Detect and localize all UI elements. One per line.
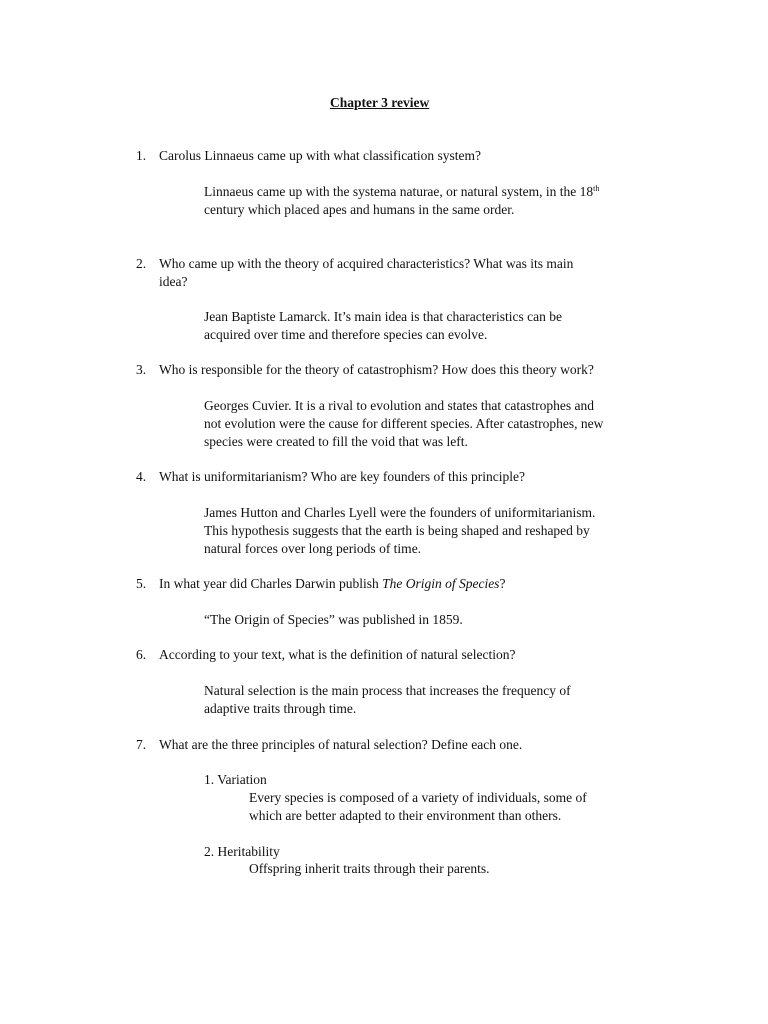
question-number: 7.: [136, 737, 147, 752]
answer-text: century which placed apes and humans in the same order.: [204, 202, 515, 217]
question-text: Who came up with the theory of acquired characteristics? What was its main: [159, 256, 574, 271]
question-text: According to your text, what is the definition of natural selection?: [159, 647, 516, 662]
question-text: What is uniformitarianism? Who are key founders of this principle?: [159, 469, 526, 484]
question-text: idea?: [159, 274, 188, 289]
answer-text: James Hutton and Charles Lyell were the founders of uniformitarianism.: [204, 505, 596, 520]
question-text: Carolus Linnaeus came up with what classification system?: [159, 148, 482, 163]
answer-text: Natural selection is the main process that increases the frequency of: [204, 683, 571, 698]
principle-definition: Offspring inherit traits through their parents.: [249, 861, 490, 876]
question-number: 1.: [136, 148, 147, 163]
superscript: th: [593, 184, 600, 193]
question-text: In what year did Charles Darwin publish The Origin of Species?: [159, 576, 506, 591]
answer-text: Linnaeus came up with the systema naturae, or natural system, in the 18th: [204, 184, 600, 199]
question-number: 2.: [136, 256, 147, 271]
page-title: Chapter 3 review: [330, 95, 430, 110]
principle-definition: Every species is composed of a variety of individuals, some of: [249, 790, 587, 805]
answer-text: not evolution were the cause for different species. After catastrophes, new: [204, 416, 604, 431]
principle-label: 1. Variation: [204, 772, 267, 787]
answer-text: Georges Cuvier. It is a rival to evolution and states that catastrophes and: [204, 398, 595, 413]
answer-text: natural forces over long periods of time.: [204, 541, 422, 556]
answer-text: adaptive traits through time.: [204, 701, 357, 716]
answer-text: species were created to fill the void that was left.: [204, 434, 468, 449]
answer-text: Jean Baptiste Lamarck. It’s main idea is that characteristics can be: [204, 309, 562, 324]
principle-definition: which are better adapted to their environment than others.: [249, 808, 562, 823]
book-title: The Origin of Species: [382, 576, 500, 591]
question-number: 6.: [136, 647, 147, 662]
question-number: 5.: [136, 576, 147, 591]
answer-text: acquired over time and therefore species can evolve.: [204, 327, 488, 342]
answer-text: “The Origin of Species” was published in 1859.: [204, 612, 463, 627]
principle-label: 2. Heritability: [204, 844, 280, 859]
answer-text: This hypothesis suggests that the earth is being shaped and reshaped by: [204, 523, 590, 538]
question-number: 4.: [136, 469, 147, 484]
question-text: What are the three principles of natural selection? Define each one.: [159, 737, 523, 752]
question-text: Who is responsible for the theory of catastrophism? How does this theory work?: [159, 362, 594, 377]
question-number: 3.: [136, 362, 147, 377]
